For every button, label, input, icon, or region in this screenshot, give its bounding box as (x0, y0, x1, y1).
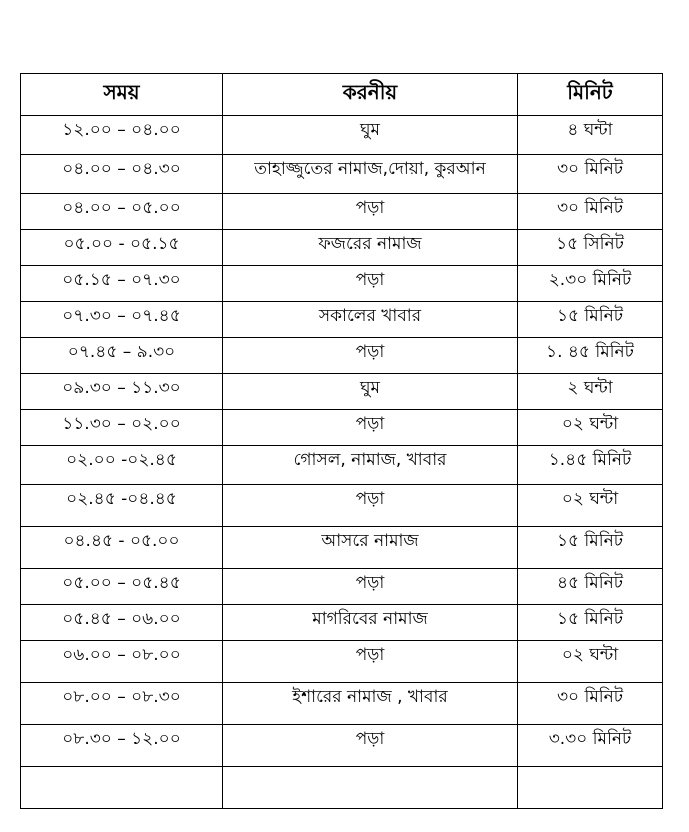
cell-duration: ১৫ মিনিট (518, 302, 663, 338)
table-row (21, 605, 663, 641)
cell-duration: ১. ৪৫ মিনিট (518, 338, 663, 374)
cell-task: পড়া (223, 194, 518, 230)
table-row-empty (21, 767, 663, 809)
cell-duration: ০২ ঘন্টা (518, 641, 663, 683)
cell-task: ফজরের নামাজ (223, 230, 518, 266)
cell-duration: ২ ঘন্টা (518, 374, 663, 410)
cell-time: ০৫.১৫ – ০৭.৩০ (21, 266, 223, 302)
cell-task: পড়া (223, 485, 518, 527)
header-duration: মিনিট (518, 74, 663, 116)
cell-task: ইশারের নামাজ , খাবার (223, 683, 518, 725)
table-row (21, 155, 663, 194)
cell-time: ০৬.০০ – ০৮.০০ (21, 641, 223, 683)
cell-duration: ১.৪৫ মিনিট (518, 446, 663, 485)
cell-time: ০৫.০০ – ০৫.৪৫ (21, 569, 223, 605)
cell-duration: ০২ ঘন্টা (518, 485, 663, 527)
table-row (21, 194, 663, 230)
cell-duration: ১৫ সিনিট (518, 230, 663, 266)
cell-time: ০৫.৪৫ – ০৬.০০ (21, 605, 223, 641)
cell-time: ১২.০০ – ০৪.০০ (21, 116, 223, 155)
header-time: সময় (21, 74, 223, 116)
table-row (21, 446, 663, 485)
cell-task: আসরে নামাজ (223, 527, 518, 569)
cell-time: ০৮.০০ – ০৮.৩০ (21, 683, 223, 725)
table-row (21, 725, 663, 767)
cell-duration: ৪ ঘন্টা (518, 116, 663, 155)
cell-time: ০৫.০০ - ০৫.১৫ (21, 230, 223, 266)
cell-time: ০৭.৪৫ – ৯.৩০ (21, 338, 223, 374)
cell-duration: ৩.৩০ মিনিট (518, 725, 663, 767)
cell-time: ০৮.৩০ – ১২.০০ (21, 725, 223, 767)
cell-time: ০৪.০০ – ০৪.৩০ (21, 155, 223, 194)
cell-task: পড়া (223, 338, 518, 374)
schedule-table (20, 73, 663, 809)
cell-duration (518, 767, 663, 809)
cell-duration: ০২ ঘন্টা (518, 410, 663, 446)
cell-duration: ৪৫ মিনিট (518, 569, 663, 605)
cell-time: ০৪.৪৫ - ০৫.০০ (21, 527, 223, 569)
header-task: করনীয় (223, 74, 518, 116)
cell-duration: ৩০ মিনিট (518, 194, 663, 230)
cell-duration: ৩০ মিনিট (518, 683, 663, 725)
cell-time: ০২.৪৫ -০৪.৪৫ (21, 485, 223, 527)
cell-time: ০৯.৩০ – ১১.৩০ (21, 374, 223, 410)
cell-task: গোসল, নামাজ, খাবার (223, 446, 518, 485)
table-row (21, 410, 663, 446)
cell-duration: ১৫ মিনিট (518, 605, 663, 641)
table-row (21, 527, 663, 569)
cell-time: ০৭.৩০ – ০৭.৪৫ (21, 302, 223, 338)
table-row (21, 230, 663, 266)
cell-duration: ২.৩০ মিনিট (518, 266, 663, 302)
table-row (21, 683, 663, 725)
cell-task: মাগরিবের নামাজ (223, 605, 518, 641)
cell-time: ১১.৩০ – ০২.০০ (21, 410, 223, 446)
table-header-row (21, 74, 663, 116)
table-row (21, 569, 663, 605)
cell-duration: ১৫ মিনিট (518, 527, 663, 569)
cell-task: ঘুম (223, 116, 518, 155)
cell-time: ০২.০০ -০২.৪৫ (21, 446, 223, 485)
cell-task: ঘুম (223, 374, 518, 410)
cell-task: তাহাজ্জুতের নামাজ,দোয়া, কুরআন (223, 155, 518, 194)
table-row (21, 302, 663, 338)
cell-task: সকালের খাবার (223, 302, 518, 338)
table-row (21, 641, 663, 683)
cell-time (21, 767, 223, 809)
cell-task: পড়া (223, 569, 518, 605)
cell-task: পড়া (223, 641, 518, 683)
cell-task (223, 767, 518, 809)
table-row (21, 485, 663, 527)
cell-duration: ৩০ মিনিট (518, 155, 663, 194)
cell-time: ০৪.০০ – ০৫.০০ (21, 194, 223, 230)
table-row (21, 374, 663, 410)
table-row (21, 266, 663, 302)
cell-task: পড়া (223, 266, 518, 302)
cell-task: পড়া (223, 725, 518, 767)
table-row (21, 338, 663, 374)
table-row (21, 116, 663, 155)
cell-task: পড়া (223, 410, 518, 446)
